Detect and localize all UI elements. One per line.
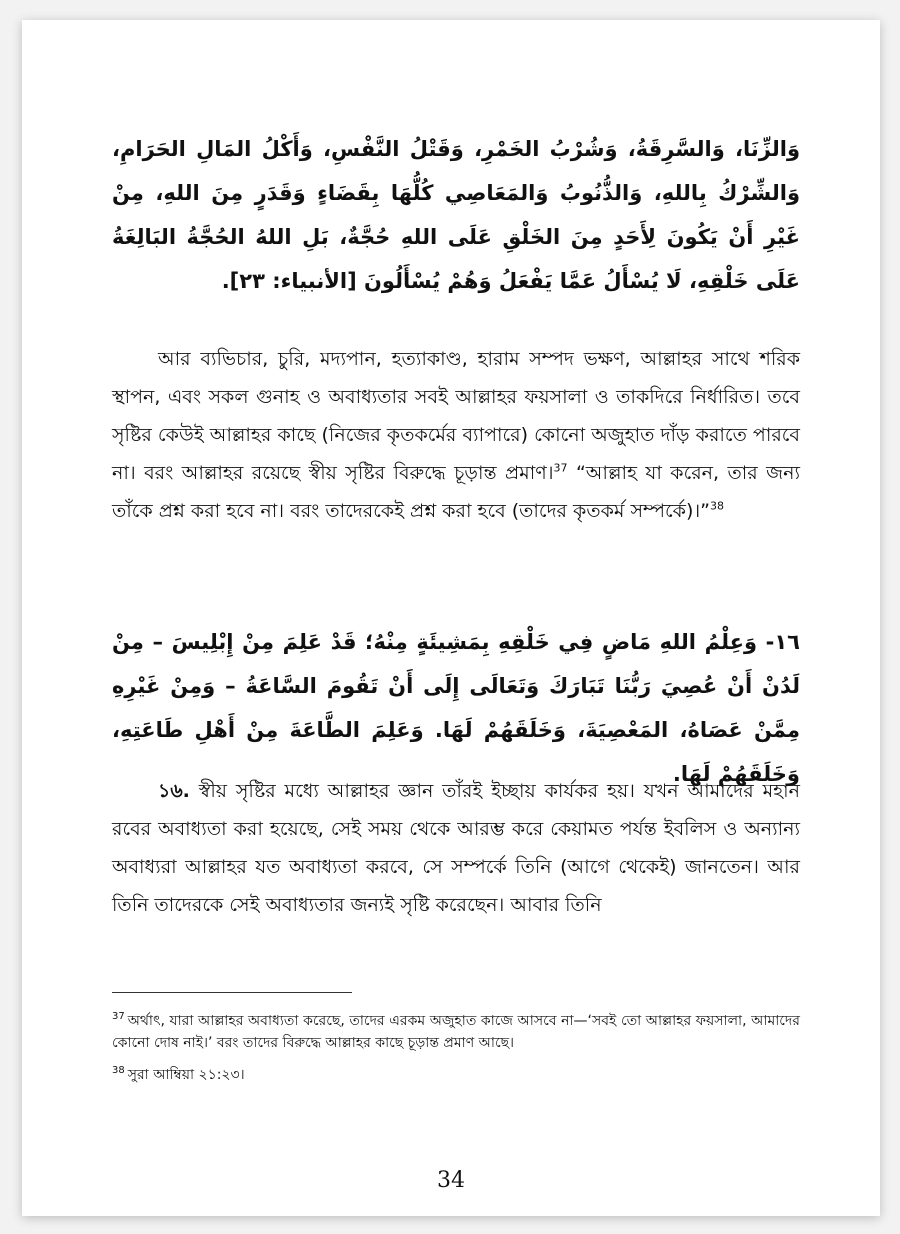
bengali-text: স্বীয় সৃষ্টির মধ্যে আল্লাহর জ্ঞান তাঁরই ইচ্ছায় কার্যকর হয়। যখন আমাদের মহান রবের অবাধ্যতা করা হয়েছে, সেই সময় থেকে আরম্ভ করে কেয়ামত পর্যন্ত ইবলিস ও অন্যান্য অবাধ্যরা আল্লাহর যত অবাধ্যতা করবে, সে সম্পর্কে তিনি (আগে থেকেই) জানতেন। আর তিনি তাদেরকে সেই অবাধ্যতার জন্যই সৃষ্টি করেছেন। আবার তিনি xyxy=(112,780,800,916)
footnote-number: 37 xyxy=(112,1011,125,1023)
page-number: 34 xyxy=(437,1168,465,1193)
arabic-text-block: ١٦- وَعِلْمُ اللهِ مَاضٍ فِي خَلْقِهِ بِمَشِيئَةٍ مِنْهُ؛ قَدْ عَلِمَ مِنْ إِبْلِيسَ – مِنْ لَدُنْ أَنْ عُصِيَ رَبُّنَا تَبَارَكَ وَتَعَالَى إِلَى أَنْ تَقُومَ السَّاعَةُ – وَمِنْ غَيْرِهِ مِمَّنْ عَصَاهُ، المَعْصِيَةَ، وَخَلَقَهُمْ لَهَا. وَعَلِمَ الطَّاعَةَ مِنْ أَهْلِ طَاعَتِهِ، وَخَلَقَهُمْ لَهَا. xyxy=(112,630,800,786)
bengali-quote-text: “আল্লাহ যা করেন, তার জন্য তাঁকে প্রশ্ন করা হবে না। বরং তাদেরকেই প্রশ্ন করা হবে (তাদের কৃতকর্ম সম্পর্কে)।” xyxy=(112,462,800,522)
paragraph-number: ১৬. xyxy=(158,780,190,802)
footnote-text: অর্থাৎ, যারা আল্লাহর অবাধ্যতা করেছে, তাদের এরকম অজুহাত কাজে আসবে না—‘সবই তো আল্লাহর ফয়সালা, আমাদের কোনো দোষ নাই।’ বরং তাদের বিরুদ্ধে আল্লাহর কাছে চূড়ান্ত প্রমাণ আছে। xyxy=(112,1013,800,1051)
footnote xyxy=(112,1010,800,1054)
footnote-divider xyxy=(112,992,352,993)
arabic-text-block: وَالزِّنَا، وَالسَّرِقَةُ، وَشُرْبُ الخَمْرِ، وَقَتْلُ النَّفْسِ، وَأَكْلُ المَالِ الحَرَامِ، وَالشِّرْكُ بِاللهِ، وَالذُّنُوبُ وَالمَعَاصِي كُلُّهَا بِقَضَاءٍ وَقَدَرٍ مِنَ اللهِ، مِنْ غَيْرِ أَنْ يَكُونَ لِأَحَدٍ مِنَ الخَلْقِ عَلَى اللهِ حُجَّةٌ، بَلِ اللهُ الحُجَّةُ البَالِغَةُ عَلَى خَلْقِهِ، لَا يُسْأَلُ عَمَّا يَفْعَلُ وَهُمْ يُسْأَلُونَ [الأنبياء: ٢٣]. xyxy=(112,137,800,293)
book-page xyxy=(22,20,880,1216)
footnote-number: 38 xyxy=(112,1065,125,1077)
footnotes-section xyxy=(112,1000,800,1086)
bengali-translation-paragraph xyxy=(112,340,800,530)
footnote-reference[interactable]: 37 xyxy=(553,461,568,475)
footnote-text: সুরা আম্বিয়া ২১:২৩। xyxy=(127,1067,245,1083)
footnote xyxy=(112,1064,800,1086)
footnote-reference[interactable]: 38 xyxy=(710,499,725,513)
bengali-translation-paragraph xyxy=(112,772,800,924)
bengali-text: আর ব্যভিচার, চুরি, মদ্যপান, হত্যাকাণ্ড, হারাম সম্পদ ভক্ষণ, আল্লাহর সাথে শরিক স্থাপন, এবং সকল গুনাহ ও অবাধ্যতার সবই আল্লাহর ফয়সালা ও তাকদিরে নির্ধারিত। তবে সৃষ্টির কেউই আল্লাহর কাছে (নিজের কৃতকর্মের ব্যাপারে) কোনো অজুহাত দাঁড় করাতে পারবে না। বরং আল্লাহর রয়েছে স্বীয় সৃষ্টির বিরুদ্ধে চূড়ান্ত প্রমাণ। xyxy=(112,348,800,484)
